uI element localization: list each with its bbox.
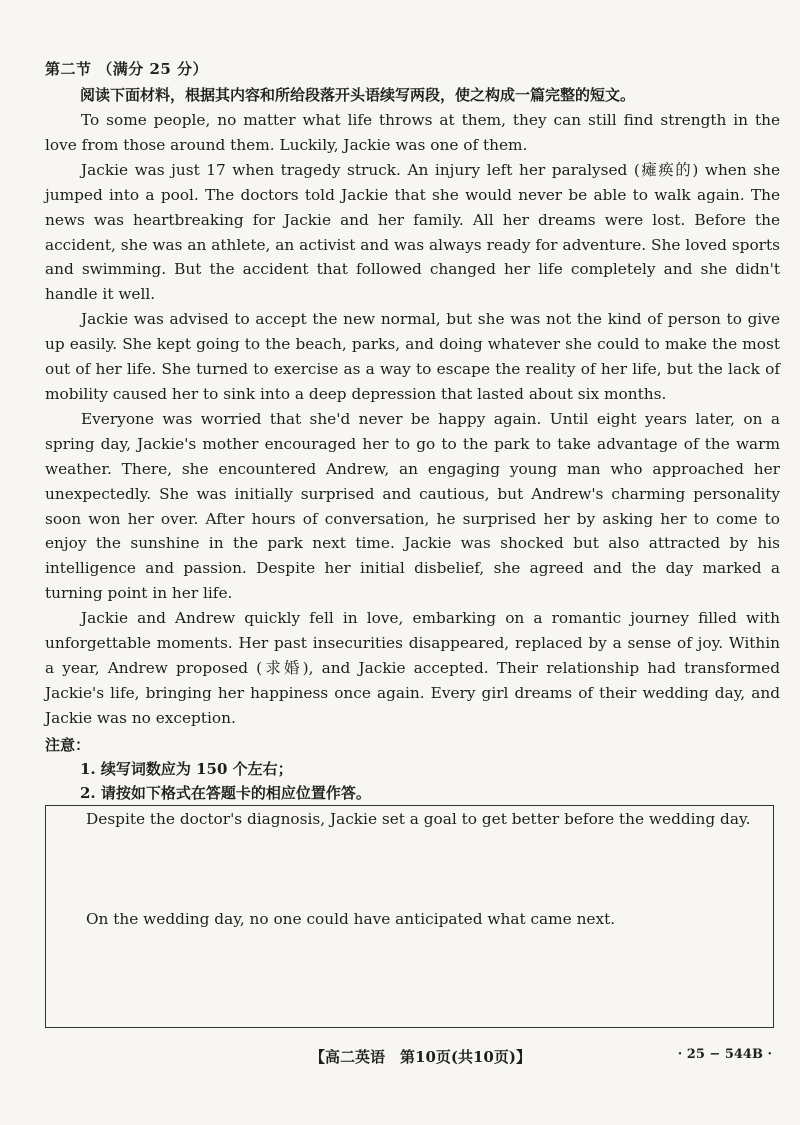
paragraph-starter-1: Despite the doctor's diagnosis, Jackie set a goal to get better before the wedding day. [86, 810, 751, 828]
passage-paragraph: Jackie and Andrew quickly fell in love, embarking on a romantic journey filled with unforgettable moments. Her past insecurities disappeared, replaced by a sense of joy. Within a year, Andrew proposed (求婚), and Jackie accepted. Their relationship had transformed Jackie's life, bringing her happiness once again. Every girl dreams of their wedding day, and Jackie was no exception. [45, 609, 780, 727]
page-footer: 【高二英语 第10页(共10页)】 [310, 1048, 531, 1066]
reading-passage [45, 108, 780, 731]
note-item-word-count: 1. 续写词数应为 150 个左右； [80, 760, 293, 778]
passage-paragraph: Everyone was worried that she'd never be happy again. Until eight years later, on a spring day, Jackie's mother encouraged her to go to the park to take advantage of the warm weather. There, she encountered Andrew, an engaging young man who approached her unexpectedly. She was initially surprised and cautious, but Andrew's charming personality soon won her over. After hours of conversation, he surprised her by asking her to come to enjoy the sunshine in the park next time. Jackie was shocked but also attracted by his intelligence and passion. Despite her initial disbelief, she agreed and the day marked a turning point in her life. [45, 409, 780, 603]
section-title: 第二节 （满分 25 分） [45, 60, 209, 78]
passage-paragraph: Jackie was just 17 when tragedy struck. An injury left her paralysed (瘫痪的) when she jumped into a pool. The doctors told Jackie that she would never be able to walk again. The news was heartbreaking for Jackie and her family. All her dreams were lost. Before the accident, she was an athlete, an activist and was always ready for adventure. She loved sports and swimming. But the accident that followed changed her life completely and she didn't handle it well. [45, 160, 780, 304]
paragraph-starter-2: On the wedding day, no one could have anticipated what came next. [86, 910, 616, 928]
passage-paragraph: To some people, no matter what life throws at them, they can still find strength in the love from those around them. Luckily, Jackie was one of them. [45, 111, 780, 154]
passage-paragraph: Jackie was advised to accept the new normal, but she was not the kind of person to give up easily. She kept going to the beach, parks, and doing whatever she could to make the most out of her life. She turned to exercise as a way to escape the reality of her life, but the lack of mobility caused her to sink into a deep depression that lasted about six months. [45, 310, 780, 403]
notes-heading: 注意： [45, 736, 91, 754]
note-item-format: 2. 请按如下格式在答题卡的相应位置作答。 [80, 784, 371, 802]
paper-code: · 25 − 544B · [677, 1047, 772, 1062]
answer-box[interactable] [45, 805, 774, 1028]
task-instruction: 阅读下面材料，根据其内容和所给段落开头语续写两段，使之构成一篇完整的短文。 [80, 86, 636, 104]
